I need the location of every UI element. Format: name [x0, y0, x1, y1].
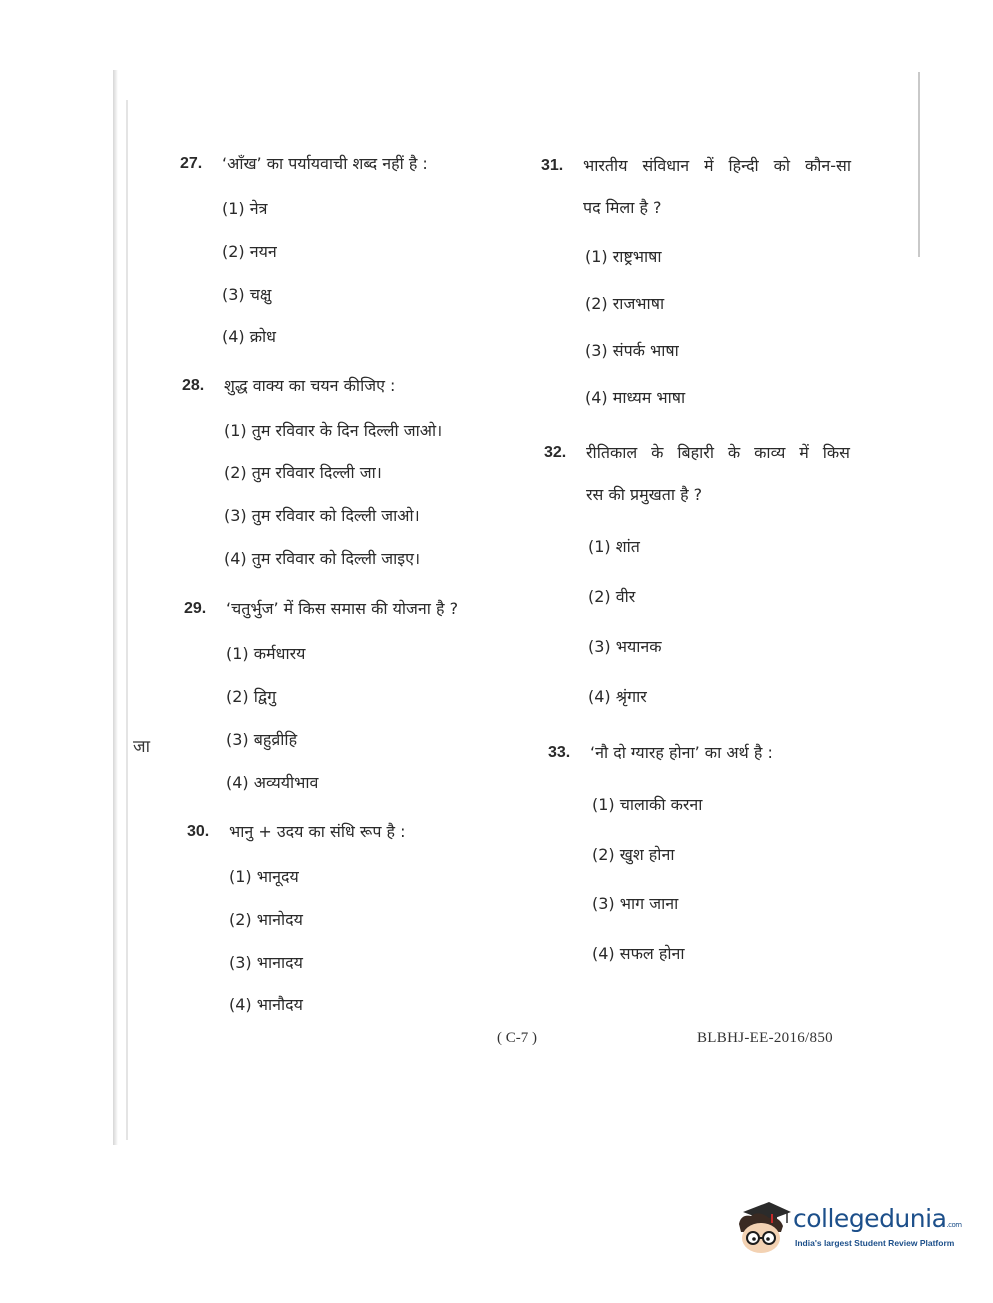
mascot-icon: [735, 1196, 793, 1256]
q33-option-1: (1) चालाकी करना: [592, 795, 703, 814]
question-number: 27.: [180, 155, 203, 172]
q28-option-3: (3) तुम रविवार को दिल्ली जाओ।: [224, 506, 420, 525]
scan-edge-right: [918, 72, 920, 257]
question-31: [541, 157, 851, 229]
q28-option-2: (2) तुम रविवार दिल्ली जा।: [224, 463, 382, 482]
question-line: पद मिला है ?: [583, 198, 662, 217]
question-text: ‘आँख’ का पर्यायवाची शब्द नहीं है :: [222, 154, 428, 173]
question-32: [544, 444, 850, 516]
scan-edge-inner: [126, 100, 128, 1140]
question-27: [180, 155, 428, 185]
question-line: रस की प्रमुखता है ?: [586, 485, 703, 504]
q29-option-3: (3) बहुव्रीहि: [226, 730, 298, 749]
brand-name: [793, 1204, 962, 1233]
question-text: ‘चतुर्भुज’ में किस समास की योजना है ?: [226, 599, 459, 618]
q27-option-4: (4) क्रोध: [222, 327, 277, 346]
brand-tagline: India's largest Student Review Platform: [795, 1238, 955, 1248]
scan-edge-left: [113, 70, 118, 1145]
q32-option-4: (4) श्रृंगार: [588, 687, 647, 706]
question-text: ‘नौ दो ग्यारह होना’ का अर्थ है :: [590, 743, 773, 762]
question-number: 28.: [182, 377, 205, 394]
q27-option-3: (3) चक्षु: [222, 285, 272, 304]
brand-name-text: collegedunia: [793, 1204, 947, 1233]
question-number: 30.: [187, 823, 210, 840]
q30-option-3: (3) भानादय: [229, 953, 303, 972]
q29-option-2: (2) द्विगु: [226, 687, 277, 706]
page-number: ( C-7 ): [497, 1030, 537, 1046]
q33-option-4: (4) सफल होना: [592, 944, 685, 963]
question-number: 33.: [548, 744, 571, 761]
question-text: [586, 432, 850, 516]
question-33: [548, 744, 773, 774]
q31-option-1: (1) राष्ट्रभाषा: [585, 247, 662, 266]
question-text: [583, 145, 851, 229]
question-text: भानु + उदय का संधि रूप है :: [229, 822, 406, 841]
q30-option-2: (2) भानोदय: [229, 910, 303, 929]
question-29: [184, 600, 458, 630]
brand-logo: [735, 1196, 965, 1256]
q30-option-4: (4) भानौदय: [229, 995, 303, 1014]
q31-option-2: (2) राजभाषा: [585, 294, 665, 313]
q31-option-3: (3) संपर्क भाषा: [585, 341, 679, 360]
question-30: [187, 823, 405, 853]
question-line: भारतीय संविधान में हिन्दी को कौन-सा: [583, 156, 851, 175]
question-number: 31.: [541, 157, 564, 174]
question-number: 29.: [184, 600, 207, 617]
q33-option-2: (2) खुश होना: [592, 845, 675, 864]
q29-option-4: (4) अव्ययीभाव: [226, 773, 319, 792]
question-text: शुद्ध वाक्य का चयन कीजिए :: [224, 376, 396, 395]
q27-option-2: (2) नयन: [222, 242, 277, 261]
margin-note: जा: [133, 737, 151, 757]
question-28: [182, 377, 395, 407]
question-line: रीतिकाल के बिहारी के काव्य में किस: [586, 443, 850, 462]
q32-option-3: (3) भयानक: [588, 637, 662, 656]
q27-option-1: (1) नेत्र: [222, 199, 268, 218]
q28-option-4: (4) तुम रविवार को दिल्ली जाइए।: [224, 549, 421, 568]
q29-option-1: (1) कर्मधारय: [226, 644, 306, 663]
q30-option-1: (1) भानूदय: [229, 867, 299, 886]
q28-option-1: (1) तुम रविवार के दिन दिल्ली जाओ।: [224, 421, 443, 440]
q31-option-4: (4) माध्यम भाषा: [585, 388, 686, 407]
q33-option-3: (3) भाग जाना: [592, 894, 679, 913]
q32-option-2: (2) वीर: [588, 587, 636, 606]
question-number: 32.: [544, 444, 567, 461]
q32-option-1: (1) शांत: [588, 537, 640, 556]
brand-suffix: .com: [946, 1221, 962, 1229]
paper-code: BLBHJ-EE-2016/850: [697, 1030, 833, 1046]
